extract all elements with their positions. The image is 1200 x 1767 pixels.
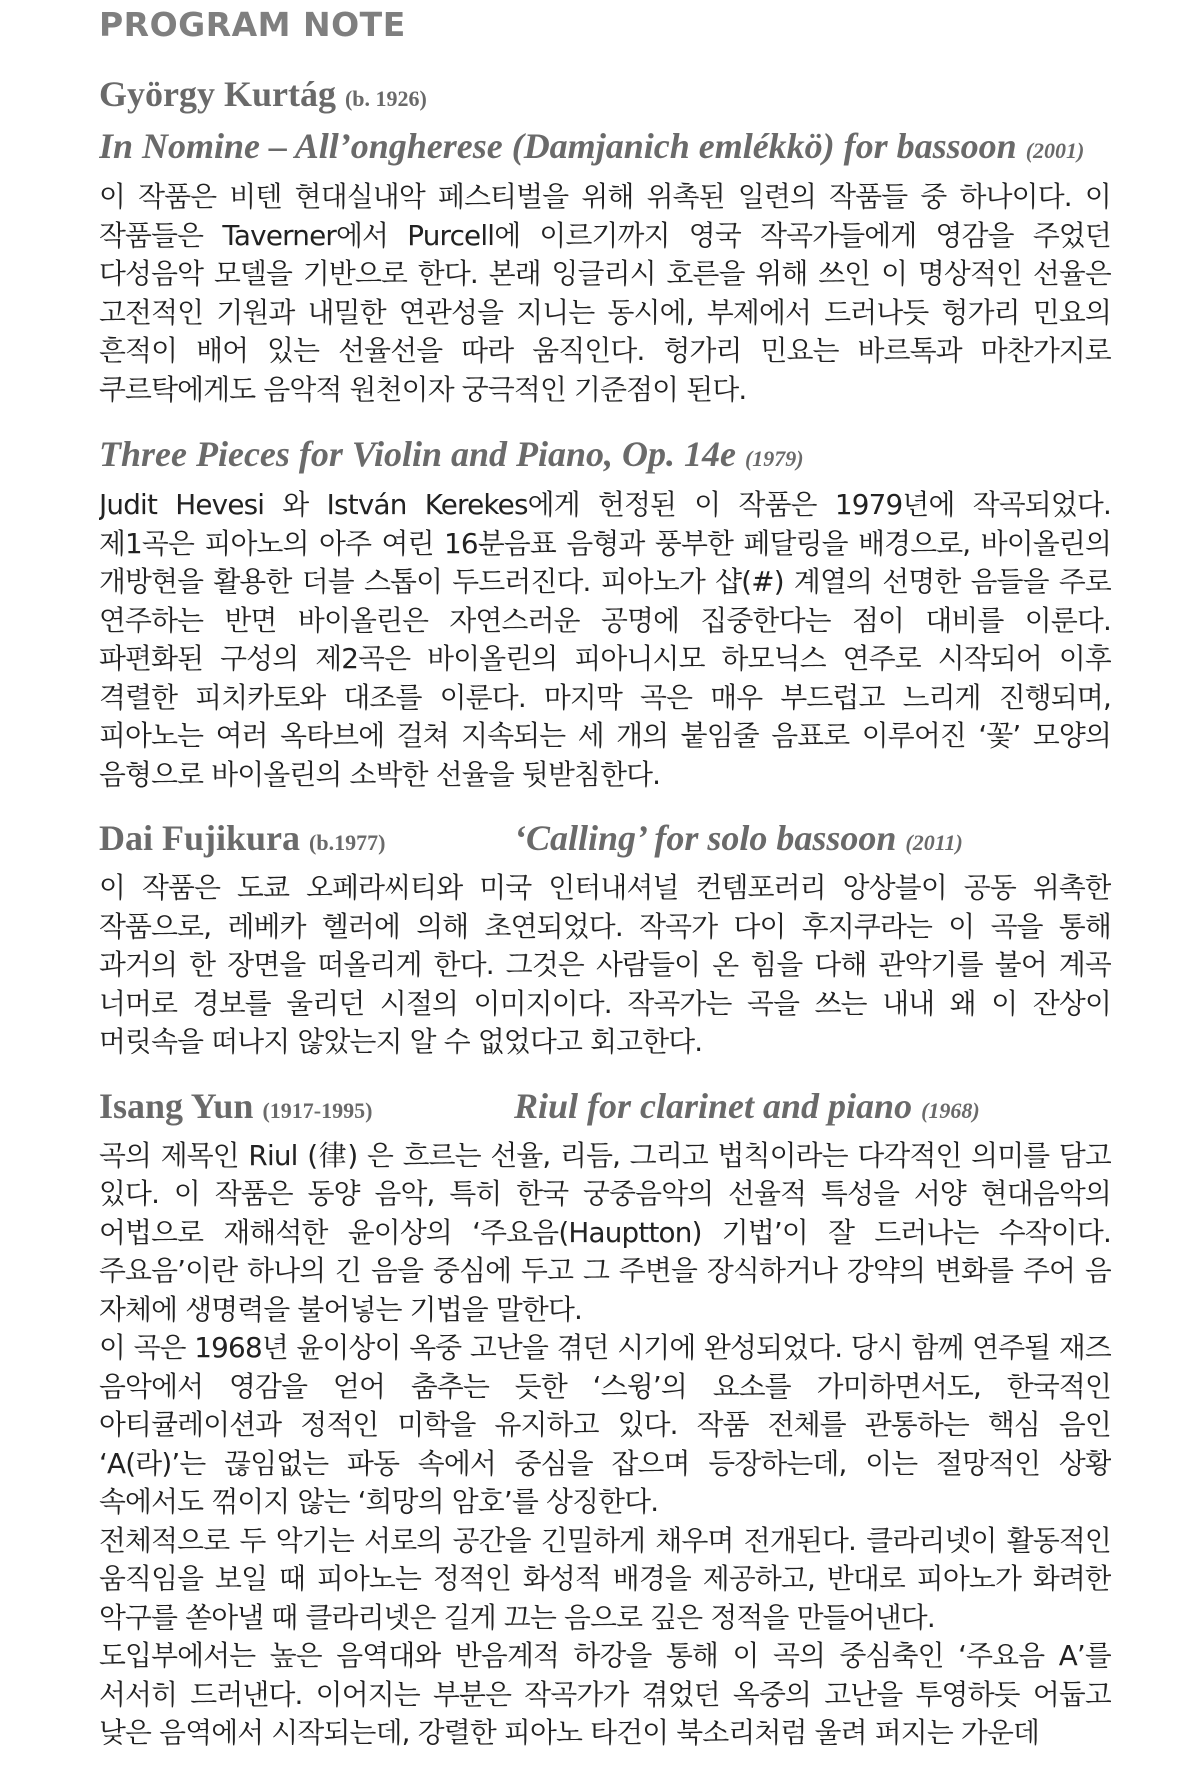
composer-dates: (b. 1926) <box>344 86 427 111</box>
work-year: (1979) <box>744 446 804 471</box>
work-title-text: ‘Calling’ for solo bassoon <box>514 818 897 858</box>
composer-dates: (b.1977) <box>309 830 386 855</box>
work-title <box>99 431 1111 482</box>
work-title <box>514 1084 980 1133</box>
work-title-text: Riul for clarinet and piano <box>514 1085 913 1126</box>
work-description: 전체적으로 두 악기는 서로의 공간을 긴밀하게 채우며 전개된다. 클라리넷이 활동적인 움직임을 보일 때 피아노는 정적인 화성적 배경을 제공하고, 반대로 피아노가 화려한 악구를 쏟아낼 때 클라리넷은 길게 끄는 음으로 깊은 정적을 만들어낸다. <box>99 1523 1111 1634</box>
section-label: PROGRAM NOTE <box>99 5 406 44</box>
program-note-page <box>99 0 1111 1767</box>
composer-dates: (1917-1995) <box>262 1097 373 1123</box>
work-description: 도입부에서는 높은 음역대와 반음계적 하강을 통해 이 곡의 중심축인 ‘주요음 A’를 서서히 드러낸다. 이어지는 부분은 작곡가가 겪었던 옥중의 고난을 투영하듯 어둡고 낮은 음역에서 시작되는데, 강렬한 피아노 타건이 북소리처럼 울려 퍼지는 가운데 <box>99 1639 1111 1749</box>
work-description: 이 곡은 1968년 윤이상이 옥중 고난을 겪던 시기에 완성되었다. 당시 함께 연주될 재즈 음악에서 영감을 얻어 춤추는 듯한 ‘스윙’의 요소를 가미하면서도, 한국적인 아티큘레이션과 정적인 미학을 유지하고 있다. 작품 전체를 관통하는 핵심 음인 ‘A(라)’는 끊임없는 파동 속에서 중심을 잡으며 등장하는데, 이는 절망적인 상황 속에서도 꺾이지 않는 ‘희망의 암호’를 상징한다. <box>99 1331 1111 1518</box>
work-title-text: In Nomine – All’ongherese (Damjanich emlékkö) for bassoon <box>99 126 1017 166</box>
work-title <box>514 816 963 865</box>
work-description: 이 작품은 비텐 현대실내악 페스티벌을 위해 위촉된 일련의 작품들 중 하나이다. 이 작품들은 Taverner에서 Purcell에 이르기까지 영국 작곡가들에게 영감을 주었던 다성음악 모델을 기반으로 한다. 본래 잉글리시 호른을 위해 쓰인 이 명상적인 선율은 고전적인 기원과 내밀한 연관성을 지니는 동시에, 부제에서 드러나듯 헝가리 민요의 흔적이 배어 있는 선율선을 따라 움직인다. 헝가리 민요는 바르톡과 마찬가지로 쿠르탁에게도 음악적 원천이자 궁극적인 기준점이 된다. <box>99 180 1111 406</box>
composer-block <box>99 816 514 865</box>
work-title <box>99 123 1111 174</box>
composer-work-heading <box>99 1084 1111 1133</box>
composer-heading <box>99 72 1111 121</box>
composer-block <box>99 1084 514 1133</box>
composer-name: Isang Yun <box>99 1085 254 1126</box>
composer-name: Dai Fujikura <box>99 818 301 858</box>
work-year: (1968) <box>921 1097 980 1123</box>
work-description: Judit Hevesi 와 István Kerekes에게 헌정된 이 작품은 1979년에 작곡되었다. 제1곡은 피아노의 아주 여린 16분음표 음형과 풍부한 페달링을 배경으로, 바이올린의 개방현을 활용한 더블 스톱이 두드러진다. 피아노가 샵(#) 계열의 선명한 음들을 주로 연주하는 반면 바이올린은 자연스러운 공명에 집중한다는 점이 대비를 이룬다. 파편화된 구성의 제2곡은 바이올린의 피아니시모 하모닉스 연주로 시작되어 이후 격렬한 피치카토와 대조를 이룬다. 마지막 곡은 매우 부드럽고 느리게 진행되며, 피아노는 여러 옥타브에 걸쳐 지속되는 세 개의 붙임줄 음표로 이루어진 ‘꽃’ 모양의 음형으로 바이올린의 소박한 선율을 뒷받침한다. <box>99 488 1111 791</box>
composer-work-heading <box>99 816 1111 865</box>
work-year: (2001) <box>1025 138 1085 163</box>
composer-name: György Kurtág <box>99 74 336 114</box>
work-title-text: Three Pieces for Violin and Piano, Op. 14e <box>99 434 736 474</box>
work-year: (2011) <box>905 830 963 855</box>
work-description: 이 작품은 도쿄 오페라씨티와 미국 인터내셔널 컨템포러리 앙상블이 공동 위촉한 작품으로, 레베카 헬러에 의해 초연되었다. 작곡가 다이 후지쿠라는 이 곡을 통해 과거의 한 장면을 떠올리게 한다. 그것은 사람들이 온 힘을 다해 관악기를 불어 계곡 너머로 경보를 울리던 시절의 이미지이다. 작곡가는 곡을 쓰는 내내 왜 이 잔상이 머릿속을 떠나지 않았는지 알 수 없었다고 회고한다. <box>99 871 1111 1058</box>
work-description: 곡의 제목인 Riul (律) 은 흐르는 선율, 리듬, 그리고 법칙이라는 다각적인 의미를 담고 있다. 이 작품은 동양 음악, 특히 한국 궁중음악의 선율적 특성을 서양 현대음악의 어법으로 재해석한 윤이상의 ‘주요음(Hauptton) 기법’이 잘 드러나는 수작이다. 주요음’이란 하나의 긴 음을 중심에 두고 그 주변을 장식하거나 강약의 변화를 주어 음 자체에 생명력을 불어넣는 기법을 말한다. <box>99 1138 1111 1326</box>
